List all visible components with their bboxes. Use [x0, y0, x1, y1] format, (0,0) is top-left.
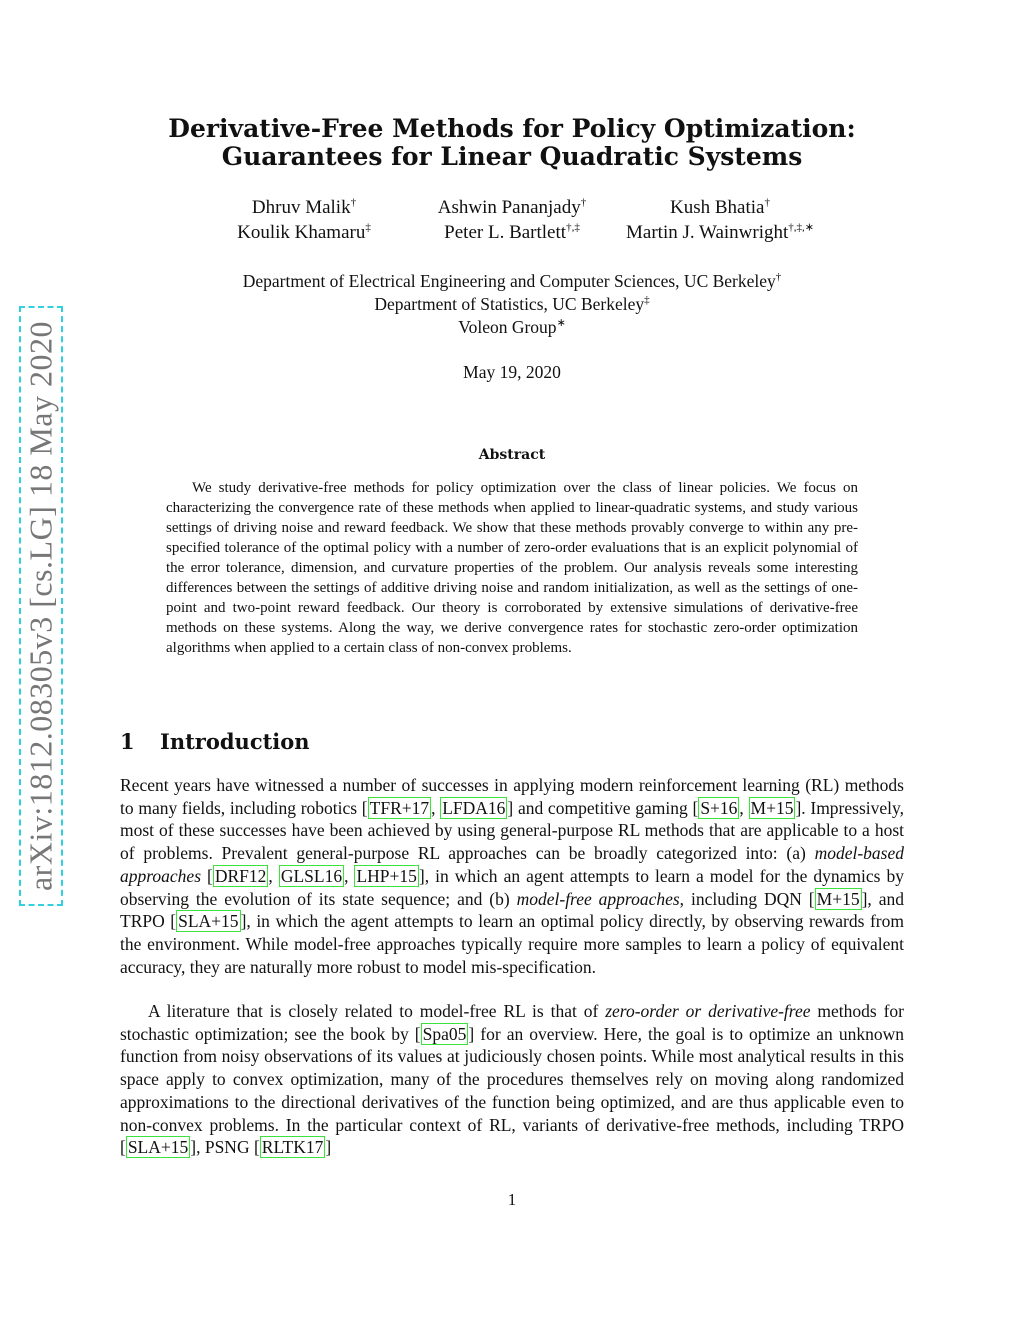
paragraph-2: A literature that is closely related to model-free RL is that of zero-order or derivative-free methods for stochastic optimization; see the book by [ Spa05 ] for an overview. Here, the goal is to optimize an unknown function from noisy observations of its values at judiciously chosen points. While most analytical results in this space apply to convex optimization, many of the procedures themselves rely on moving along randomized approximations to the directional derivatives of the function being optimized, and are thus applicable even to non-convex problems. In the particular context of RL, variants of derivative-free methods, including TRPO [ SLA+15 ], PSNG [ RLTK17 ] [120, 1001, 904, 1158]
section-heading [120, 729, 310, 754]
affiliation: Department of Electrical Engineering and Computer Sciences, UC Berkeley† [242, 271, 782, 291]
section-title: Introduction [160, 729, 310, 754]
author: Koulik Khamaru‡ [237, 221, 371, 243]
abstract-heading: Abstract [478, 447, 546, 463]
author-list [200, 196, 824, 244]
citation-link[interactable]: M+15 [816, 888, 860, 909]
citation-link[interactable]: SLA+15 [127, 1137, 189, 1158]
citation-link[interactable]: Spa05 [422, 1023, 467, 1044]
author: Ashwin Pananjady† [437, 196, 587, 218]
author: Peter L. Bartlett†,‡ [444, 221, 580, 243]
citation-link[interactable]: S+16 [700, 797, 738, 818]
citation-link[interactable]: LHP+15 [356, 865, 417, 886]
author: Kush Bhatia† [670, 196, 770, 218]
abstract-text: We study derivative-free methods for policy optimization over the class of linear policies. We focus on characterizing the convergence rate of these methods when applied to linear-quadratic systems, and study various settings of driving noise and reward feedback. We show that these methods provably converge to within any pre-specified tolerance of the optimal policy with a number of zero-order evaluations that is an explicit polynomial of the error tolerance, dimension, and curvature properties of the problem. Our analysis reveals some interesting differences between the settings of additive driving noise and random initialization, as well as the settings of one-point and two-point reward feedback. Our theory is corroborated by extensive simulations of derivative-free methods on these systems. Along the way, we derive convergence rates for stochastic zero-order optimization algorithms when applied to a certain class of non-convex problems. [166, 480, 858, 656]
arxiv-identifier: arXiv:1812.08305v3 [cs.LG] 18 May 2020 [22, 320, 59, 892]
title-line-1: Derivative-Free Methods for Policy Optimization: [168, 114, 856, 143]
affiliation: Department of Statistics, UC Berkeley‡ [374, 294, 650, 314]
citation-link[interactable]: DRF12 [214, 865, 267, 886]
citation-link[interactable]: GLSL16 [280, 865, 343, 886]
paper-title [140, 115, 884, 171]
citation-link[interactable]: M+15 [750, 797, 794, 818]
citation-link[interactable]: TFR+17 [369, 797, 430, 818]
affiliations [140, 270, 884, 339]
arxiv-stamp [19, 306, 63, 906]
section-number: 1 [120, 729, 135, 754]
citation-link[interactable]: LFDA16 [442, 797, 506, 818]
citation-link[interactable]: SLA+15 [178, 911, 239, 932]
publication-date: May 19, 2020 [463, 362, 561, 382]
title-line-2: Guarantees for Linear Quadratic Systems [221, 142, 803, 171]
paragraph-1: Recent years have witnessed a number of successes in applying modern reinforcement learning (RL) methods to many fields, including robotics [ TFR+17 , LFDA16 ] and competitive gaming [ S+16 , M+15 ]. Impressively, most of these successes have been achieved by using general-purpose RL methods that are applicable to a host of problems. Prevalent general-purpose RL approaches can be broadly categorized into: (a) model-based approaches [ DRF12 , GLSL16 , LHP+15 ], in which an agent attempts to learn a model for the dynamics by observing the evolution of its state sequence; and (b) model-free approaches, including DQN [ M+15 ], and TRPO [ SLA+15 ], in which the agent attempts to learn an optimal policy directly, by observing rewards from the environment. While model-free approaches typically require more samples to learn a policy of equivalent accuracy, they are naturally more robust to model mis-specification. [120, 775, 905, 977]
affiliation: Voleon Group∗ [458, 317, 566, 337]
author: Dhruv Malik† [251, 196, 357, 218]
author: Martin J. Wainwright†,‡,∗ [626, 221, 814, 243]
page-number: 1 [507, 1190, 517, 1209]
citation-link[interactable]: RLTK17 [261, 1137, 324, 1158]
